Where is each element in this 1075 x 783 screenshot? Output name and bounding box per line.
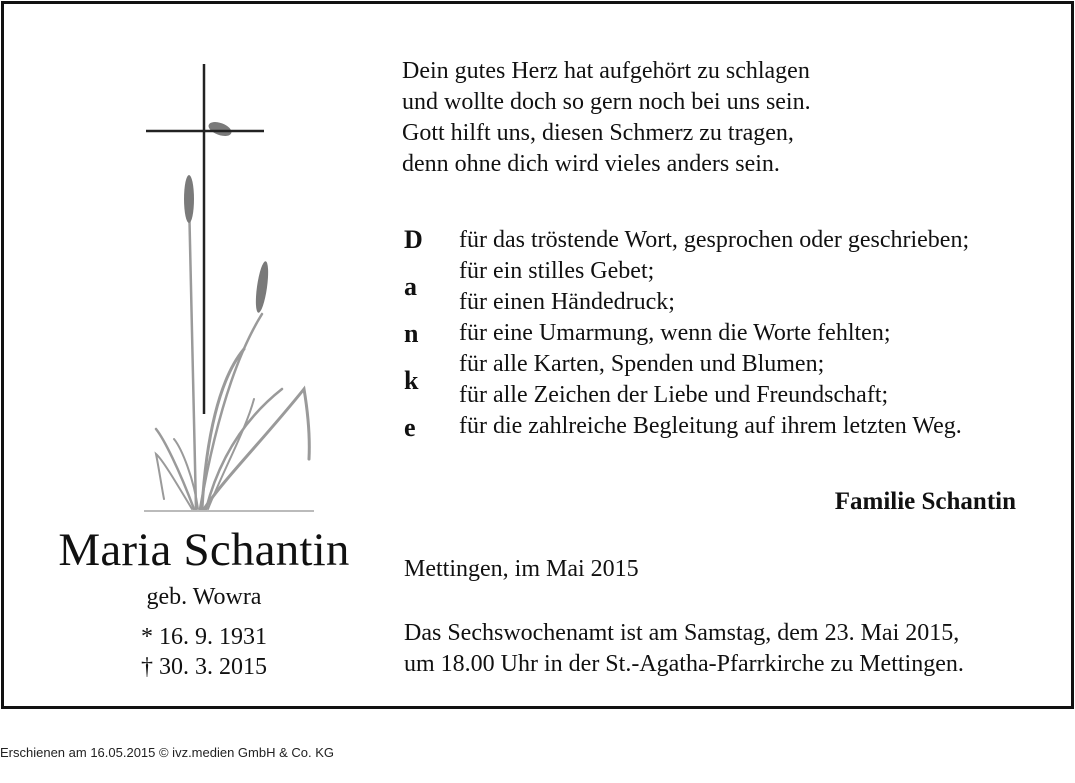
- acrostic-letter: n: [404, 319, 419, 348]
- obituary-notice: [1, 1, 1074, 709]
- poem-line: und wollte doch so gern noch bei uns sein.: [402, 89, 811, 115]
- publication-footer: Erschienen am 16.05.2015 © ivz.medien GmbH & Co. KG: [0, 745, 335, 760]
- acrostic-letter: k: [404, 366, 419, 395]
- service-line: Das Sechswochenamt ist am Samstag, dem 23. Mai 2015,: [404, 620, 960, 646]
- poem: [402, 56, 811, 180]
- family-signature: Familie Schantin: [834, 488, 1016, 515]
- thanks-line: für einen Händedruck;: [459, 289, 675, 315]
- acrostic-letter: e: [404, 413, 416, 442]
- acrostic-letter: a: [404, 272, 417, 301]
- life-dates: [44, 622, 364, 682]
- thanks-text: [459, 225, 969, 442]
- birth-date: * 16. 9. 1931: [141, 624, 267, 650]
- service-line: um 18.00 Uhr in der St.-Agatha-Pfarrkirche zu Mettingen.: [404, 651, 964, 677]
- thanks-line: für ein stilles Gebet;: [459, 258, 655, 284]
- poem-line: Gott hilft uns, diesen Schmerz zu tragen,: [402, 120, 794, 146]
- cross-with-reeds-icon: [134, 59, 334, 519]
- death-date: † 30. 3. 2015: [141, 654, 267, 680]
- thanks-line: für alle Karten, Spenden und Blumen;: [459, 351, 825, 377]
- poem-line: denn ohne dich wird vieles anders sein.: [402, 151, 780, 177]
- poem-line: Dein gutes Herz hat aufgehört zu schlagen: [402, 58, 810, 84]
- place-date: Mettingen, im Mai 2015: [404, 556, 639, 582]
- thanks-line: für das tröstende Wort, gesprochen oder geschrieben;: [459, 227, 970, 253]
- thanks-line: für eine Umarmung, wenn die Worte fehlten;: [459, 320, 891, 346]
- birth-name: geb. Wowra: [146, 584, 262, 610]
- thanks-line: für alle Zeichen der Liebe und Freundschaft;: [459, 382, 889, 408]
- deceased-name: Maria Schantin: [58, 524, 350, 576]
- deceased-info: [44, 522, 364, 682]
- acrostic-letter: D: [404, 225, 423, 254]
- thanks-line: für die zahlreiche Begleitung auf ihrem letzten Weg.: [459, 413, 962, 439]
- service-announcement: [404, 618, 964, 680]
